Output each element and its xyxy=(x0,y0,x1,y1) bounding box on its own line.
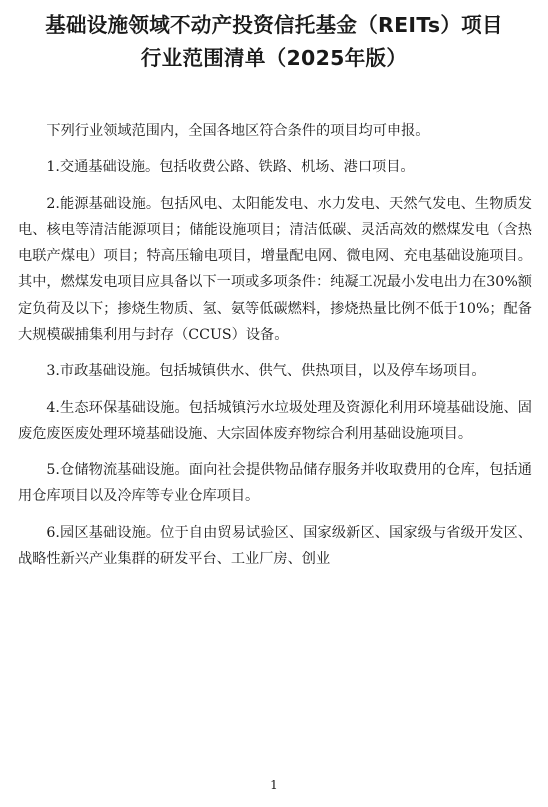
paragraph-transport: 1.交通基础设施。包括收费公路、铁路、机场、港口项目。 xyxy=(46,159,415,176)
document-title-line-1: 基础设施领域不动产投资信托基金（REITs）项目 xyxy=(45,13,503,37)
paragraph-energy: 2.能源基础设施。包括风电、太阳能发电、水力发电、天然气发电、生物质发电、核电等清洁能源项目；储能设施项目；清洁低碳、灵活高效的燃煤发电（含热电联产煤电）项目；特高压输电项目，增量配电网、微电网、充电基础设施项目。其中，燃煤发电项目应具备以下一项或多项条件：纯凝工况最小发电出力在30%额定负荷及以下；掺烧生物质、氢、氨等低碳燃料，掺烧热量比例不低于10%；配备大规模碳捕集利用与封存（CCUS）设备。 xyxy=(18,195,532,343)
paragraph-logistics: 5.仓储物流基础设施。面向社会提供物品储存服务并收取费用的仓库，包括通用仓库项目以及冷库等专业仓库项目。 xyxy=(18,462,532,505)
page-number: 1 xyxy=(270,778,278,792)
document-title-line-2: 行业范围清单（2025年版） xyxy=(140,46,408,70)
paragraph-ecology: 4.生态环保基础设施。包括城镇污水垃圾处理及资源化利用环境基础设施、固废危废医废处理环境基础设施、大宗固体废弃物综合利用基础设施项目。 xyxy=(18,399,532,442)
paragraph-municipal: 3.市政基础设施。包括城镇供水、供气、供热项目，以及停车场项目。 xyxy=(46,363,486,380)
document-body xyxy=(18,118,532,582)
intro-paragraph: 下列行业领域范围内，全国各地区符合条件的项目均可申报。 xyxy=(46,123,430,139)
paragraph-industrial-park: 6.园区基础设施。位于自由贸易试验区、国家级新区、国家级与省级开发区、战略性新兴产业集群的研发平台、工业厂房、创业 xyxy=(18,524,532,567)
